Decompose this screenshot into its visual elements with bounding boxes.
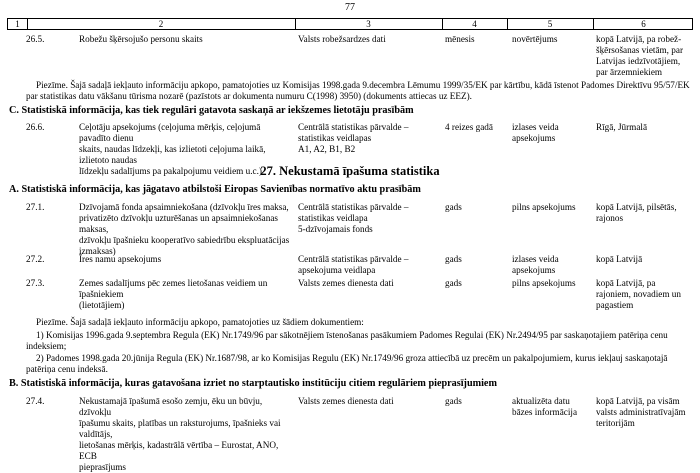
row-description: Ceļotāju apsekojums (ceļojuma mērķis, ceļojumā pavadīto dienu skaits, naudas līdzekļi, kas izlietoti ceļojuma laikā, izlietoto naudas līdzekļu sadalījums pa pakalpojumu veidiem u.c.): [79, 122, 266, 177]
note-paragraph: Piezīme. Šajā sadaļā iekļauto informāciju apkopo, pamatojoties uz šādiem dokumentiem:: [36, 317, 364, 327]
note-item: 2) Padomes 1998.gada 20.jūnija Regula (EK) Nr.1687/98, ar ko Komisijas Regulu (EK) Nr.1749/96 groza attiecībā uz precēm un pakalpojumiem, kurus iekļauj saskaņotajā patēriņa cenu indeksā.: [26, 353, 668, 375]
row-coverage: kopā Latvijā: [596, 254, 643, 264]
section-heading-c: C. Statistiskā informācija, kas tiek regulāri gatavota saskaņā ar iekšzemes lietotāju prasībām: [9, 105, 414, 116]
row-source: Centrālā statistikas pārvalde – statistikas veidlapa 5-dzīvojamais fonds: [298, 202, 409, 235]
row-method: izlases veida apsekojums: [512, 122, 559, 144]
column-number-2: 2: [158, 19, 164, 29]
row-method: pilns apsekojums: [512, 202, 576, 212]
row-coverage: kopā Latvijā, pa rajoniem, novadiem un pagastiem: [596, 278, 681, 311]
row-frequency: gads: [445, 278, 462, 288]
row-number: 27.3.: [26, 278, 45, 288]
chapter-title: 27. Nekustamā īpašuma statistika: [260, 164, 440, 178]
column-number-4: 4: [472, 19, 477, 29]
row-description: Dzīvojamā fonda apsaimniekošana (dzīvokļu īres maksa, privatizēto dzīvokļu uzturēšanas un apsaimniekošanas maksas, dzīvokļu īpašnieku kooperatīvo sabiedrību ekspluatācijas izmaksas): [79, 202, 290, 257]
row-number: 26.6.: [26, 122, 45, 132]
row-description: Īres namu apsekojums: [79, 254, 162, 264]
section-heading-a: A. Statistiskā informācija, kas jāgatavo atbilstoši Eiropas Savienības normatīvo aktu prasībām: [9, 184, 421, 195]
row-method: aktualizēta datu bāzes informācija: [512, 396, 578, 418]
row-frequency: gads: [445, 254, 462, 264]
row-coverage: kopā Latvijā, pilsētās, rajonos: [596, 202, 677, 224]
page-number: 77: [345, 2, 355, 13]
table-header-row: [7, 18, 693, 30]
row-method: izlases veida apsekojums: [512, 254, 559, 276]
row-number: 27.2.: [26, 254, 45, 264]
row-coverage: kopā Latvijā, pa robež- šķērsošanas vietām, par Latvijas iedzīvotājiem, par ārzemniekiem: [596, 34, 683, 78]
row-source: Centrālā statistikas pārvalde – statistikas veidlapas A1, A2, B1, B2: [298, 122, 409, 155]
row-coverage: Rīgā, Jūrmalā: [596, 122, 648, 132]
column-number-5: 5: [547, 19, 553, 29]
row-method: novērtējums: [512, 34, 558, 44]
column-number-1: 1: [15, 19, 20, 29]
row-frequency: gads: [445, 396, 462, 406]
row-source: Valsts robežsardzes dati: [298, 34, 386, 44]
row-frequency: gads: [445, 202, 462, 212]
note-paragraph: Piezīme. Šajā sadaļā iekļauto informāciju apkopo, pamatojoties uz Komisijas 1998.gada 9.decembra Lēmumu 1999/35/EK par kārtību, kādā īstenot Padomes Direktīvu 95/57/EK par statistikas datu vākšanu tūrisma nozarē (pazīstots ar dokumenta numuru C(1998) 3950) (dokuments attiecas uz EEZ).: [26, 80, 690, 102]
row-frequency: mēnesis: [445, 34, 475, 44]
row-frequency: 4 reizes gadā: [445, 122, 493, 132]
column-number-6: 6: [641, 19, 646, 29]
row-number: 27.1.: [26, 202, 45, 212]
row-number: 26.5.: [26, 34, 45, 44]
column-number-3: 3: [366, 19, 371, 29]
row-description: Robežu šķērsojušo personu skaits: [79, 34, 203, 44]
section-heading-b: B. Statistiskā informācija, kuras gatavošana izriet no starptautisko institūciju citiem regulāriem pieprasījumiem: [9, 378, 497, 389]
row-source: Valsts zemes dienesta dati: [298, 396, 394, 406]
row-source: Centrālā statistikas pārvalde – apsekojuma veidlapa: [298, 254, 409, 276]
row-coverage: kopā Latvijā, pa visām valsts administratīvajām teritorijām: [596, 396, 686, 429]
note-item: 1) Komisijas 1996.gada 9.septembra Regula (EK) Nr.1749/96 par sākotnējiem īstenošanas pasākumiem Padomes Regulai (EK) Nr.2494/95 par saskaņotajiem patēriņa cenu indeksiem;: [26, 330, 668, 352]
row-description: Zemes sadalījums pēc zemes lietošanas veidiem un īpašniekiem (lietotājiem): [79, 278, 268, 311]
row-number: 27.4.: [26, 396, 45, 406]
row-source: Valsts zemes dienesta dati: [298, 278, 394, 288]
row-description: Nekustamajā īpašumā esošo zemju, ēku un būvju, dzīvokļu īpašumu skaits, platības un raksturojums, īpašnieks vai valdītājs, lietošanas mērķis, kadastrālā vērtība – Eurostat, ANO, ECB pieprasījums: [79, 396, 281, 473]
row-method: pilns apsekojums: [512, 278, 576, 288]
